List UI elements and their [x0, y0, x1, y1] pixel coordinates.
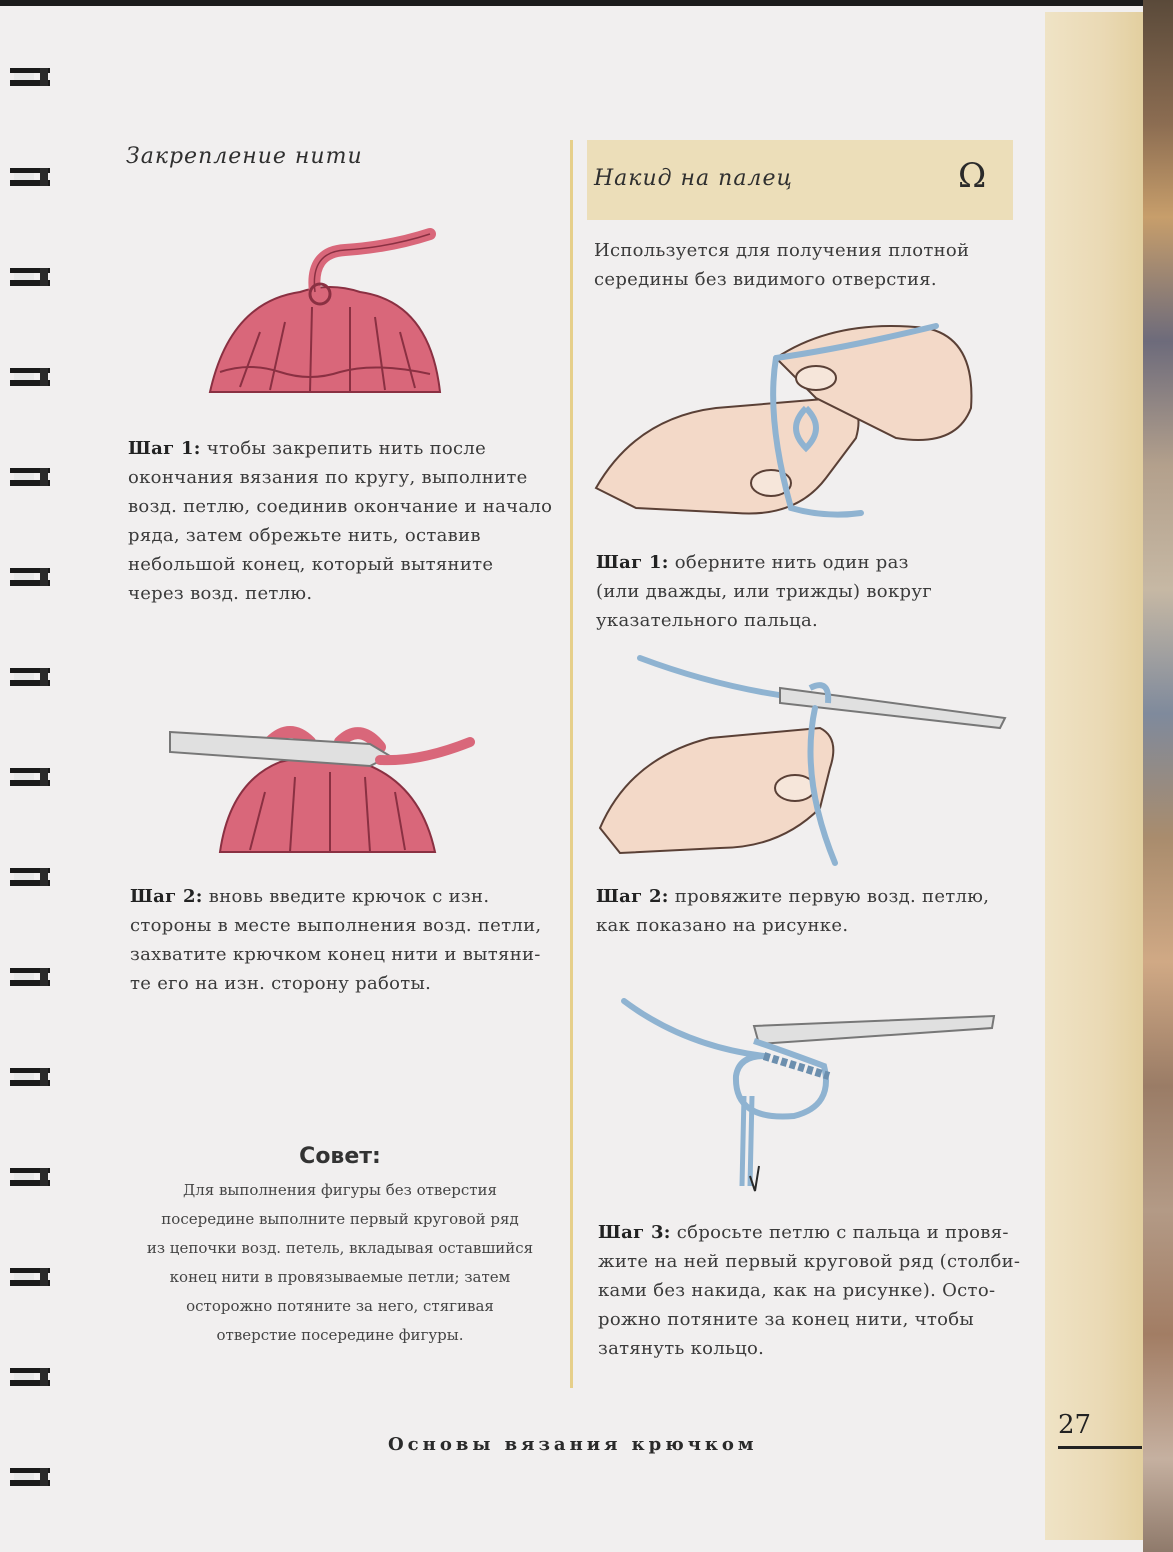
- finger-wrap-intro: [594, 236, 1024, 294]
- column-divider: [570, 140, 573, 1388]
- text-line: стороны в месте выполнения возд. петли,: [130, 915, 542, 936]
- step-label: Шаг 3:: [598, 1222, 671, 1243]
- spiral-binding: [0, 0, 60, 1552]
- step-label: Шаг 1:: [128, 438, 201, 459]
- page-top-edge: [0, 0, 1173, 6]
- step-label: Шаг 2:: [130, 886, 203, 907]
- text-line: ряда, затем обрежьте нить, оставив: [128, 525, 481, 546]
- fastening-step2-text: [130, 882, 560, 998]
- text-line: возд. петлю, соединив окончание и начало: [128, 496, 553, 517]
- binding-coil: [8, 964, 52, 990]
- text-line: сбросьте петлю с пальца и провя-: [676, 1222, 1009, 1243]
- text-line: ками без накида, как на рисунке). Осто-: [598, 1280, 996, 1301]
- binding-coil: [8, 364, 52, 390]
- binding-coil: [8, 464, 52, 490]
- binding-coil: [8, 664, 52, 690]
- step-label: Шаг 2:: [596, 886, 669, 907]
- binding-coil: [8, 1064, 52, 1090]
- text-line: как показано на рисунке.: [596, 915, 849, 936]
- text-line: окончания вязания по кругу, выполните: [128, 467, 528, 488]
- text-line: Используется для получения плотной: [594, 240, 970, 261]
- tip-title: Совет:: [299, 1144, 381, 1169]
- text-line: середины без видимого отверстия.: [594, 269, 937, 290]
- tip-text: [120, 1176, 560, 1350]
- text-line: те его на изн. сторону работы.: [130, 973, 432, 994]
- text-line: из цепочки возд. петель, вкладывая оставшийся: [146, 1239, 534, 1257]
- text-line: конец нити в провязываемые петли; затем: [169, 1268, 511, 1286]
- text-line: Для выполнения фигуры без отверстия: [183, 1181, 497, 1199]
- binding-coil: [8, 1364, 52, 1390]
- text-line: провяжите первую возд. петлю,: [674, 886, 990, 907]
- adjustable-ring-symbol-icon: Ω: [958, 156, 987, 196]
- finger-wrap-step3-text: [598, 1218, 1028, 1363]
- text-line: жите на ней первый круговой ряд (столби-: [598, 1251, 1021, 1272]
- finger-wrap-step1-text: [596, 548, 1026, 635]
- binding-coil: [8, 1464, 52, 1490]
- text-line: чтобы закрепить нить после: [206, 438, 487, 459]
- text-line: через возд. петлю.: [128, 583, 313, 604]
- section-title-fastening: Закрепление нити: [126, 144, 363, 169]
- binding-coil: [8, 64, 52, 90]
- text-line: оберните нить один раз: [674, 552, 909, 573]
- decorative-side-strip: [1045, 12, 1143, 1540]
- text-line: посередине выполните первый круговой ряд: [161, 1210, 519, 1228]
- running-footer-book-title: Основы вязания крючком: [388, 1434, 758, 1455]
- fastening-step1-illustration: [200, 222, 460, 412]
- fastening-step1-text: [128, 434, 558, 608]
- binding-coil: [8, 164, 52, 190]
- page-number-rule: [1058, 1446, 1142, 1449]
- text-line: отверстие посередине фигуры.: [216, 1326, 464, 1344]
- fastening-step2-illustration: [170, 712, 490, 862]
- yarn-photo-edge: [1143, 0, 1173, 1552]
- finger-wrap-step3-illustration: [624, 996, 1004, 1196]
- binding-coil: [8, 1164, 52, 1190]
- section-title-finger-wrap: Накид на палец: [594, 166, 793, 191]
- text-line: затянуть кольцо.: [598, 1338, 765, 1359]
- text-line: (или дважды, или трижды) вокруг: [596, 581, 932, 602]
- finger-wrap-step2-illustration: [600, 648, 1010, 868]
- finger-wrap-step1-illustration: [596, 318, 976, 528]
- binding-coil: [8, 564, 52, 590]
- binding-coil: [8, 764, 52, 790]
- text-line: рожно потяните за конец нити, чтобы: [598, 1309, 975, 1330]
- text-line: осторожно потяните за него, стягивая: [186, 1297, 494, 1315]
- binding-coil: [8, 264, 52, 290]
- text-line: небольшой конец, который вытяните: [128, 554, 494, 575]
- step-label: Шаг 1:: [596, 552, 669, 573]
- text-line: указательного пальца.: [596, 610, 819, 631]
- text-line: вновь введите крючок с изн.: [208, 886, 490, 907]
- text-line: захватите крючком конец нити и вытяни-: [130, 944, 541, 965]
- finger-wrap-step2-text: [596, 882, 1026, 940]
- binding-coil: [8, 864, 52, 890]
- page-number: 27: [1058, 1410, 1092, 1440]
- binding-coil: [8, 1264, 52, 1290]
